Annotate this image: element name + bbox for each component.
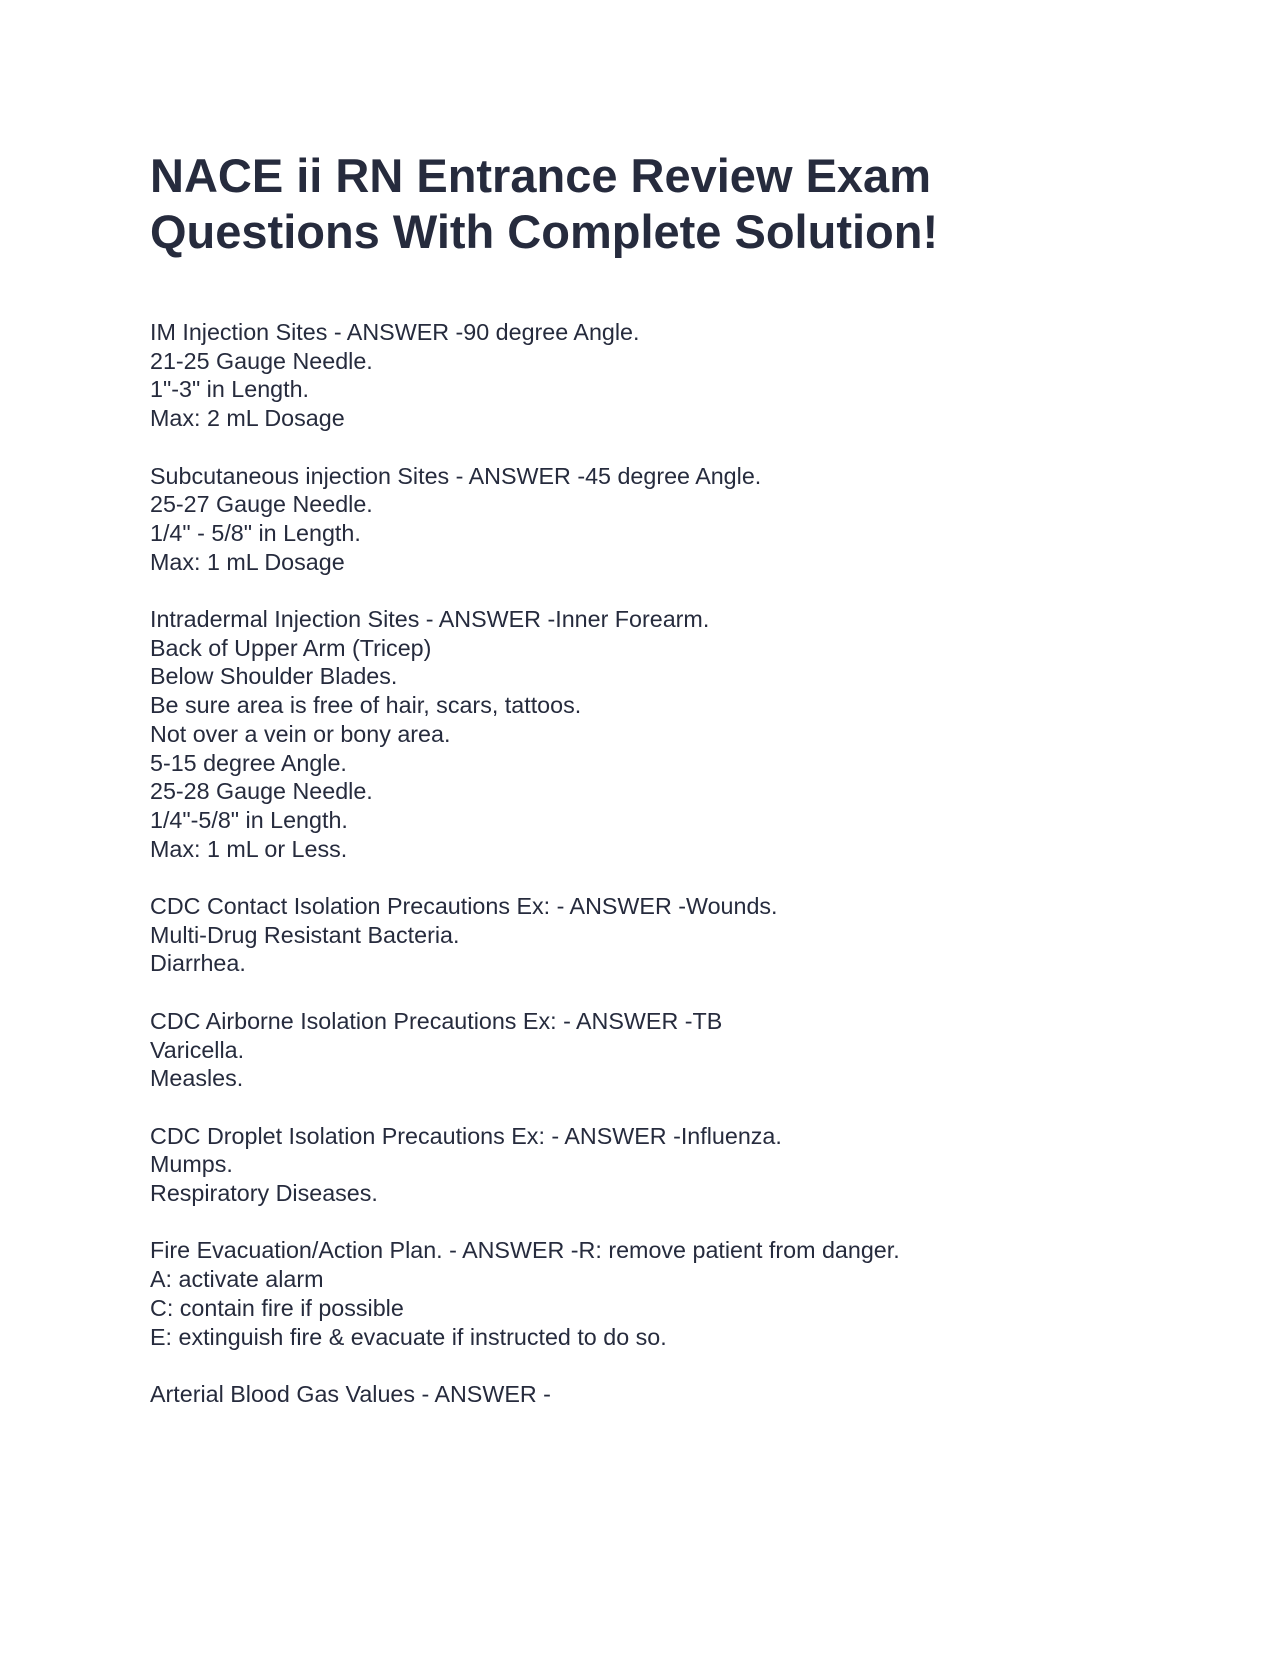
qa-answer-line: Varicella. [150, 1036, 245, 1063]
qa-answer-line: 1"-3" in Length. [150, 376, 310, 403]
qa-answer-line: Below Shoulder Blades. [150, 663, 398, 690]
qa-answer-line: Max: 1 mL or Less. [150, 835, 348, 862]
qa-answer-line: 25-27 Gauge Needle. [150, 491, 373, 518]
qa-answer-line: E: extinguish fire & evacuate if instructed to do so. [150, 1323, 667, 1350]
qa-answer-line: Be sure area is free of hair, scars, tattoos. [150, 692, 582, 719]
qa-question-line: IM Injection Sites - ANSWER -90 degree Angle. [150, 319, 640, 345]
qa-block [150, 1122, 1150, 1208]
qa-block [150, 462, 1150, 577]
qa-answer-line: C: contain fire if possible [150, 1294, 404, 1321]
qa-list [150, 318, 1150, 1409]
qa-answer-line: 21-25 Gauge Needle. [150, 347, 373, 374]
qa-answer-line: Multi-Drug Resistant Bacteria. [150, 921, 460, 948]
qa-answer-line: 1/4" - 5/8" in Length. [150, 519, 361, 546]
title-line-2: Questions With Complete Solution! [150, 205, 939, 258]
qa-answer-line: 5-15 degree Angle. [150, 749, 347, 776]
qa-answer-line: Measles. [150, 1065, 244, 1092]
qa-answer-line: Max: 1 mL Dosage [150, 548, 345, 575]
qa-question-line: CDC Droplet Isolation Precautions Ex: - ANSWER -Influenza. [150, 1122, 782, 1149]
qa-question-line: Arterial Blood Gas Values - ANSWER - [150, 1380, 551, 1407]
qa-answer-line: Mumps. [150, 1151, 233, 1178]
qa-block [150, 318, 1150, 433]
qa-question-line: CDC Airborne Isolation Precautions Ex: - ANSWER -TB [150, 1007, 723, 1034]
qa-block [150, 1380, 1150, 1409]
qa-block [150, 892, 1150, 978]
qa-block [150, 1236, 1150, 1351]
qa-answer-line: Not over a vein or bony area. [150, 720, 451, 747]
qa-answer-line: Diarrhea. [150, 950, 246, 977]
qa-answer-line: Max: 2 mL Dosage [150, 405, 345, 432]
document-title [150, 148, 1150, 260]
qa-question-line: CDC Contact Isolation Precautions Ex: - ANSWER -Wounds. [150, 893, 778, 920]
qa-question-line: Fire Evacuation/Action Plan. - ANSWER -R: remove patient from danger. [150, 1237, 900, 1264]
qa-block [150, 1007, 1150, 1093]
qa-block [150, 605, 1150, 863]
qa-question-line: Subcutaneous injection Sites - ANSWER -45 degree Angle. [150, 462, 762, 489]
qa-answer-line: A: activate alarm [150, 1266, 324, 1293]
qa-answer-line: Respiratory Diseases. [150, 1180, 378, 1207]
qa-answer-line: 25-28 Gauge Needle. [150, 778, 373, 805]
qa-answer-line: Back of Upper Arm (Tricep) [150, 634, 432, 661]
qa-question-line: Intradermal Injection Sites - ANSWER -Inner Forearm. [150, 606, 710, 632]
document-page [150, 148, 1150, 1437]
title-line-1: NACE ii RN Entrance Review Exam [150, 149, 931, 202]
qa-answer-line: 1/4"-5/8" in Length. [150, 806, 348, 833]
